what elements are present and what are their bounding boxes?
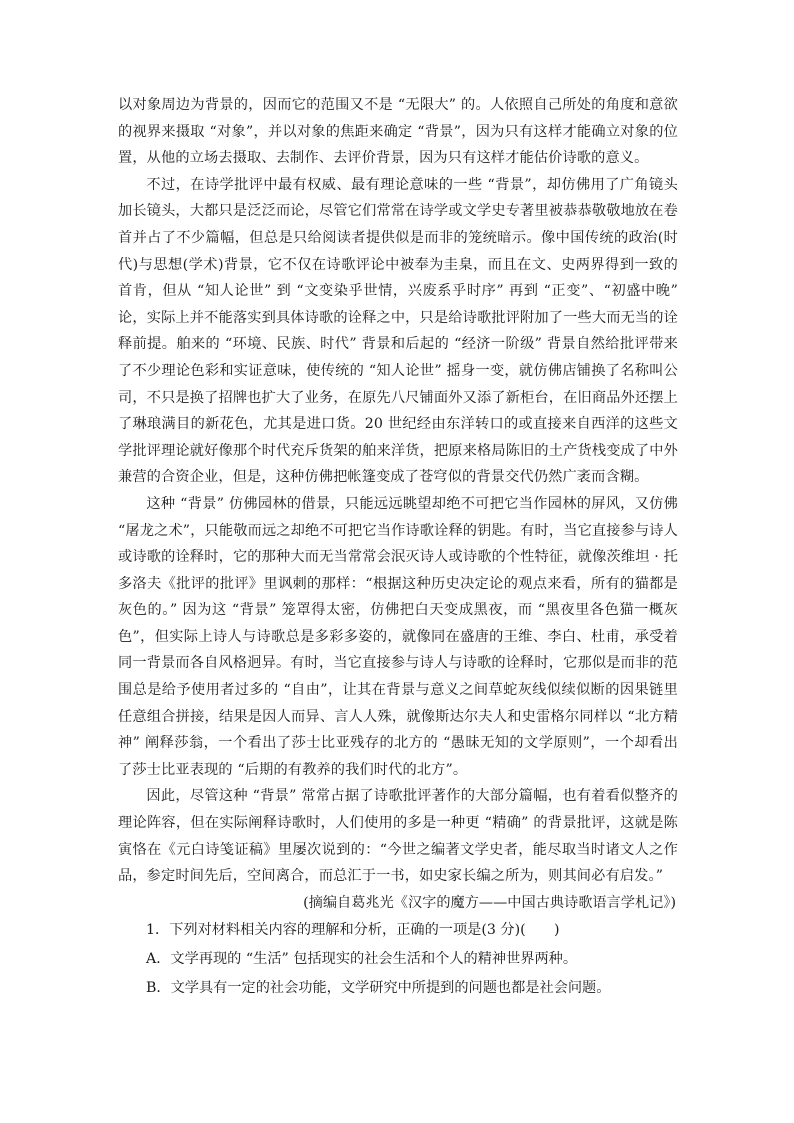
option-a: A．文学再现的 “生活” 包括现实的社会生活和个人的精神世界两种。 bbox=[146, 951, 578, 968]
paragraph-3: 这种 “背景” 仿佛园林的借景，只能远远眺望却绝不可把它当作园林的屏风，又仿佛 “屠龙之术”，只能敬而远之却绝不可把它当作诗歌诠释的钥匙。有时，当它直接参与诗人或诗歌的诠释时，它的那种大而无当常常会泯灭诗人或诗歌的个性特征，就像茨维坦 · 托多洛夫《批评的批评》里讽刺的那样：“根据这种历史决定论的观点来看，所有的猫都是灰色的。” 因为这 “背景” 笼罩得太密，仿佛把白天变成黑夜，而 “黑夜里各色猫一概灰色”，但实际上诗人与诗歌总是多彩多姿的，就像同在盛唐的王维、李白、杜甫，承受着同一背景而各自风格迥异。有时，当它直接参与诗人与诗歌的诠释时，它那似是而非的范围总是给予使用者过多的 “自由”，让其在背景与意义之间草蛇灰线似续似断的因果链里任意组合拼接，结果是因人而异、言人人殊，就像斯达尔夫人和史雷格尔同样以 “北方精神” 阐释莎翁，一个看出了莎士比亚残存的北方的 “愚昧无知的文学原则”，一个却看出了莎士比亚表现的 “后期的有教养的我们时代的北方”。 bbox=[118, 495, 678, 778]
source-citation: (摘编自葛兆光《汉字的魔方——中国古典诗歌语言学札记》) bbox=[303, 894, 676, 911]
option-b: B．文学具有一定的社会功能，文学研究中所提到的问题也都是社会问题。 bbox=[146, 980, 611, 997]
paragraph-4: 因此，尽管这种 “背景” 常常占据了诗歌批评著作的大部分篇幅，也有着看似整齐的理论阵容，但在实际阐释诗歌时，人们使用的多是一种更 “精确” 的背景批评，这就是陈寅恪在《元白诗笺证稿》里屡次说到的：“今世之编著文学史者，能尽取当时诸文人之作品，参定时间先后，空间离合，而总汇于一书，如史家长编之所为，则其间必有启发。” bbox=[118, 788, 678, 885]
paragraph-1: 以对象周边为背景的，因而它的范围又不是 “无限大” 的。人依照自己所处的角度和意欲的视界来摄取 “对象”，并以对象的焦距来确定 “背景”，因为只有这样才能确立对象的位置，从他的立场去摄取、去制作、去评价背景，因为只有这样才能估价诗歌的意义。 bbox=[118, 97, 678, 167]
question-stem: 1．下列对材料相关内容的理解和分析，正确的一项是(3 分)( ) bbox=[146, 922, 560, 939]
paragraph-2: 不过，在诗学批评中最有权威、最有理论意味的一些 “背景”，却仿佛用了广角镜头加长镜头，大都只是泛泛而论，尽管它们常常在诗学或文学史专著里被恭恭敬敬地放在卷首并占了不少篇幅，但总是只给阅读者提供似是而非的笼统暗示。像中国传统的政治(时代)与思想(学术)背景，它不仅在诗歌评论中被奉为圭臬，而且在文、史两界得到一致的首肯，但从 “知人论世” 到 “文变染乎世情，兴废系乎时序” 再到 “正变”、“初盛中晚” 论，实际上并不能落实到具体诗歌的诠释之中，只是给诗歌批评附加了一些大而无当的诠释前提。舶来的 “环境、民族、时代” 背景和后起的 “经济一阶级” 背景自然给批评带来了不少理论色彩和实证意味，使传统的 “知人论世” 摇身一变，就仿佛店铺换了名称叫公司，不只是换了招牌也扩大了业务，在原先八尺铺面外又添了新柜台，在旧商品外还摆上了琳琅满目的新花色，尤其是进口货。20 世纪经由东洋转口的或直接来自西洋的这些文学批评理论就好像那个时代充斥货架的舶来洋货，把原来格局陈旧的土产货栈变成了中外兼营的合资企业，但是，这种仿佛把帐篷变成了苍穹似的背景交代仍然广袤而含糊。 bbox=[118, 176, 678, 486]
document-page bbox=[118, 92, 678, 1003]
